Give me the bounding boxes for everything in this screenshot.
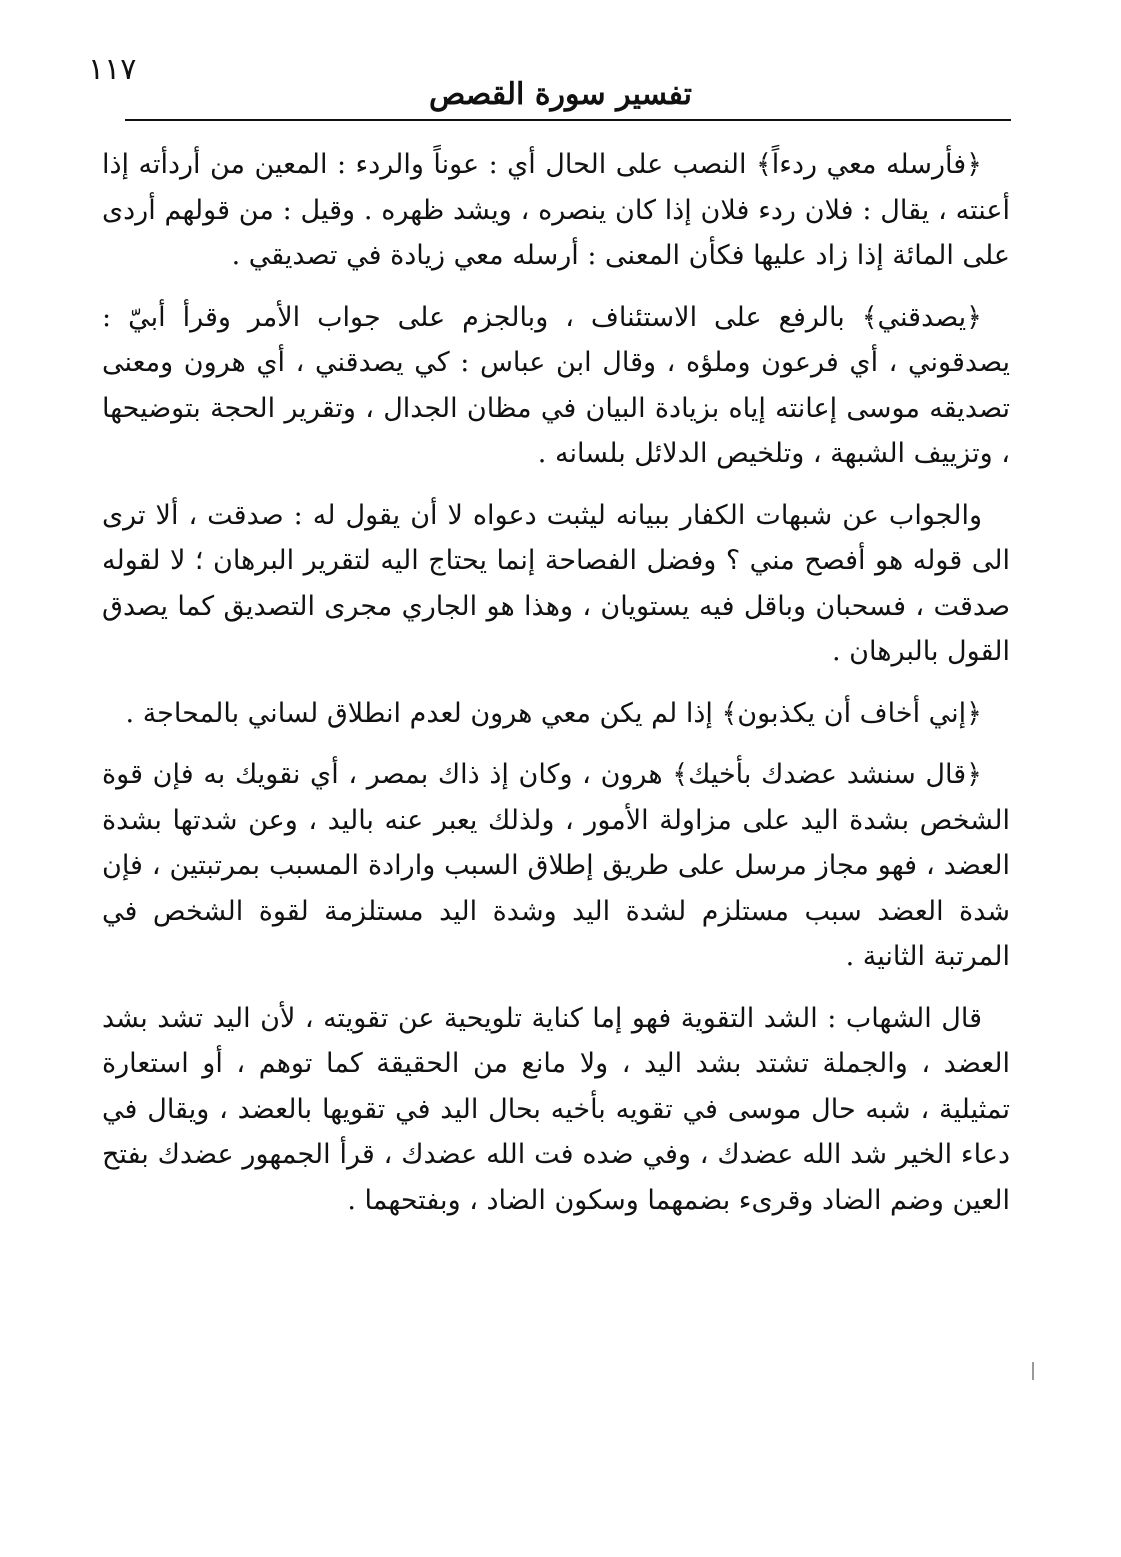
running-title: تفسير سورة القصص bbox=[428, 77, 693, 112]
paragraph-2: ﴿يصدقني﴾ بالرفع على الاستئناف ، وبالجزم على جواب الأمر وقرأ أبيّ : يصدقوني ، أي فرعون وملؤه ، وقال ابن عباس : كي يصدقني ، أي هرون ومعنى تصديقه موسى إعانته إياه بزيادة البيان في مظان الجدال ، وتقرير الحجة بتوضيحها ، وتزييف الشبهة ، وتلخيص الدلائل بلسانه . bbox=[102, 301, 1010, 469]
margin-mark bbox=[1032, 1362, 1034, 1380]
paragraph-6: قال الشهاب : الشد التقوية فهو إما كناية تلويحية عن تقويته ، لأن اليد تشد بشد العضد ، والجملة تشتد بشد اليد ، ولا مانع من الحقيقة كما توهم ، أو استعارة تمثيلية ، شبه حال موسى في تقويه بأخيه بحال اليد في تقويها بالعضد ، ويقال في دعاء الخير شد الله عضدك ، وفي ضده فت الله عضدك ، قرأ الجمهور عضدك بفتح العين وضم الضاد وقرىء بضمهما وسكون الضاد ، وبفتحهما . bbox=[102, 1002, 1010, 1216]
header-rule bbox=[125, 119, 1011, 121]
paragraph-4: ﴿إني أخاف أن يكذبون﴾ إذا لم يكن معي هرون لعدم انطلاق لساني بالمحاجة . bbox=[125, 697, 982, 729]
paragraph-3: والجواب عن شبهات الكفار ببيانه ليثبت دعواه لا أن يقول له : صدقت ، ألا ترى الى قوله هو أفصح مني ؟ وفضل الفصاحة إنما يحتاج اليه لتقرير البرهان ؛ لا لقوله صدقت ، فسحبان وباقل فيه يستويان ، وهذا هو الجاري مجرى التصديق كما يصدق القول بالبرهان . bbox=[102, 499, 1010, 667]
page-number: ١١٧ bbox=[88, 52, 137, 87]
paragraph-1: ﴿فأرسله معي ردءاً﴾ النصب على الحال أي : عوناً والردء : المعين من أردأته إذا أعنته ، يقال : فلان ردء فلان إذا كان ينصره ، ويشد ظهره . وقيل : من قولهم أردى على المائة إذا زاد عليها فكأن المعنى : أرسله معي زيادة في تصديقي . bbox=[102, 149, 1010, 271]
body-text bbox=[102, 142, 1010, 1239]
paragraph-5: ﴿قال سنشد عضدك بأخيك﴾ هرون ، وكان إذ ذاك بمصر ، أي نقويك به فإن قوة الشخص بشدة اليد على مزاولة الأمور ، ولذلك يعبر عنه باليد ، وعن شدتها بشدة العضد ، فهو مجاز مرسل على طريق إطلاق السبب وارادة المسبب بمرتبتين ، فإن شدة العضد سبب مستلزم لشدة اليد وشدة اليد مستلزمة لقوة الشخص في المرتبة الثانية . bbox=[102, 759, 1010, 972]
